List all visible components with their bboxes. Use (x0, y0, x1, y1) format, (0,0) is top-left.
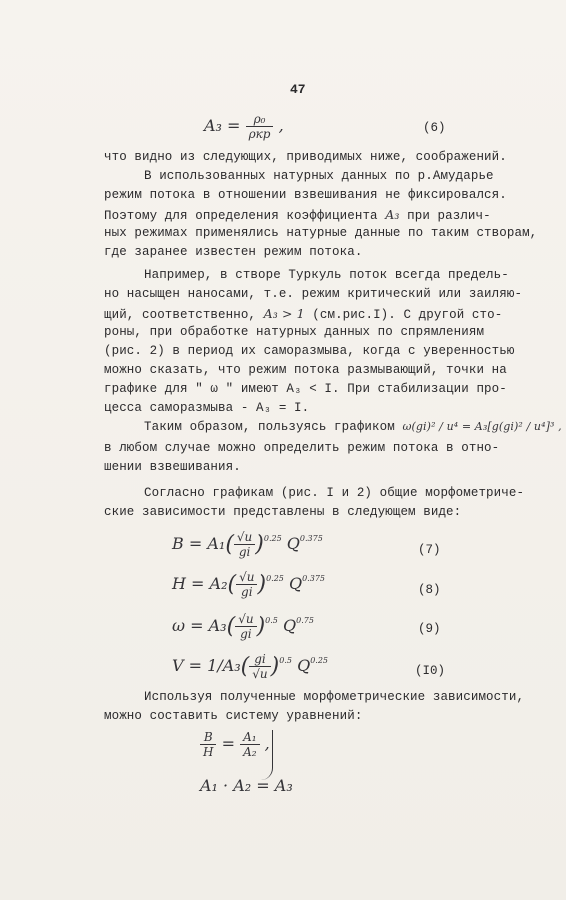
text-line: можно сказать, что режим потока размывающий, точки на (104, 363, 507, 377)
equation-fraction (235, 612, 256, 641)
close-paren: ) (270, 654, 280, 679)
system-lhs-fraction (200, 730, 216, 759)
system-lhs-numerator: B (200, 730, 216, 745)
text-line (104, 306, 502, 322)
equation-9 (172, 612, 314, 641)
equation-8 (172, 570, 325, 599)
formula-6-number: (6) (423, 121, 446, 135)
text-line: можно составить систему уравнений: (104, 709, 363, 723)
text-line: графике для " ω " имеют А₃ < I. При стабилизации про- (104, 382, 507, 396)
text-line: ские зависимости представлены в следующем виде: (104, 505, 462, 519)
equation-q: Q (288, 574, 303, 593)
system-lhs-denominator: H (203, 745, 214, 759)
formula-6 (204, 112, 284, 141)
text-line: Согласно графикам (рис. I и 2) общие морфометриче- (144, 486, 525, 500)
equals-sign: = (221, 734, 235, 753)
system-brace (258, 730, 273, 780)
equation-q: Q (282, 616, 297, 635)
text-fragment: Таким образом, пользуясь графиком (144, 420, 395, 434)
equation-lhs: B = A₁ (172, 534, 226, 553)
equation-exponent: 0.5 (279, 656, 292, 665)
equation-denominator: √u (252, 667, 268, 681)
equation-numerator: gi (249, 652, 270, 667)
equation-10-number: (I0) (415, 664, 446, 678)
text-fragment: Поэтому для определения коэффициента (104, 209, 378, 223)
text-line: В использованных натурных данных по р.Амударье (144, 169, 494, 183)
system-rhs-numerator: A₁ (240, 730, 259, 745)
text-line: режим потока в отношении взвешивания не фиксировался. (104, 188, 507, 202)
equation-lhs: H = A₂ (172, 574, 228, 593)
equation-denominator: gi (238, 545, 251, 559)
text-fragment: (см.рис.I). С другой сто- (312, 308, 503, 322)
text-line: ных режимах применялись натурные данные по таким створам, (104, 226, 538, 240)
formula-6-numerator: ρ₀ (246, 112, 274, 127)
inline-formula-a3: A₃ (385, 207, 400, 222)
text-line: цесса саморазмыва - А₃ = I. (104, 401, 310, 415)
text-line (104, 207, 491, 223)
text-fragment: щий, соответственно, (104, 308, 257, 322)
formula-6-denominator: ρкр (248, 127, 271, 141)
equation-numerator: √u (236, 570, 257, 585)
equation-numerator: √u (234, 530, 255, 545)
equation-denominator: gi (241, 585, 253, 599)
close-paren: ) (257, 572, 267, 597)
close-paren: ) (256, 614, 266, 639)
equation-exponent: 0.75 (296, 616, 314, 625)
system-equation-2: A₁ · A₂ = A₃ (200, 776, 293, 795)
formula-6-tail: , (278, 116, 284, 135)
equation-exponent: 0.25 (266, 574, 284, 583)
formula-6-fraction (246, 112, 274, 141)
equation-exponent: 0.5 (265, 616, 278, 625)
text-line: шении взвешивания. (104, 460, 241, 474)
open-paren: ( (225, 532, 234, 557)
text-line: Используя полученные морфометрические зависимости, (144, 690, 525, 704)
open-paren: ( (227, 572, 237, 597)
equation-q: Q (297, 656, 311, 675)
text-line: но насыщен наносами, т.е. режим критический или заиляю- (104, 287, 523, 301)
equation-8-number: (8) (418, 583, 441, 597)
inline-formula-graph: ω(gi)² / u⁴ = A₃[g(gi)² / u⁴]³ , (402, 420, 562, 433)
close-paren: ) (255, 532, 264, 557)
equation-denominator: gi (240, 627, 252, 641)
equation-9-number: (9) (418, 622, 441, 636)
inline-formula-a3-gt: A₃ > 1 (263, 306, 305, 321)
text-line: в любом случае можно определить режим потока в отно- (104, 441, 500, 455)
text-fragment: при различ- (407, 209, 491, 223)
text-line: роны, при обработке натурных данных по спрямлениям (104, 325, 485, 339)
equation-7-number: (7) (418, 543, 441, 557)
text-line: что видно из следующих, приводимых ниже, соображений. (104, 150, 507, 164)
open-paren: ( (240, 654, 250, 679)
text-line: (рис. 2) в период их саморазмыва, когда с уверенностью (104, 344, 515, 358)
equation-7 (172, 530, 323, 559)
text-line (144, 420, 562, 434)
equation-exponent: 0.375 (302, 574, 325, 583)
equation-10 (172, 652, 328, 681)
equation-lhs: V = 1/A₃ (172, 656, 241, 675)
equation-numerator: √u (235, 612, 256, 627)
equation-exponent: 0.375 (299, 534, 323, 543)
system-comma: , (264, 734, 270, 753)
open-paren: ( (226, 614, 236, 639)
equation-fraction (236, 570, 257, 599)
equation-exponent: 0.25 (263, 534, 282, 543)
formula-6-lhs: A₃ = (204, 116, 241, 135)
equation-fraction (249, 652, 270, 681)
equation-q: Q (286, 534, 300, 553)
page-number: 47 (290, 82, 306, 97)
equation-exponent: 0.25 (310, 656, 328, 665)
equation-fraction (234, 530, 255, 559)
system-rhs-fraction (240, 730, 259, 759)
text-line: где заранее известен режим потока. (104, 245, 363, 259)
text-line: Например, в створе Туркуль поток всегда предель- (144, 268, 509, 282)
system-rhs-denominator: A₂ (243, 745, 257, 759)
equation-lhs: ω = A₃ (172, 616, 227, 635)
